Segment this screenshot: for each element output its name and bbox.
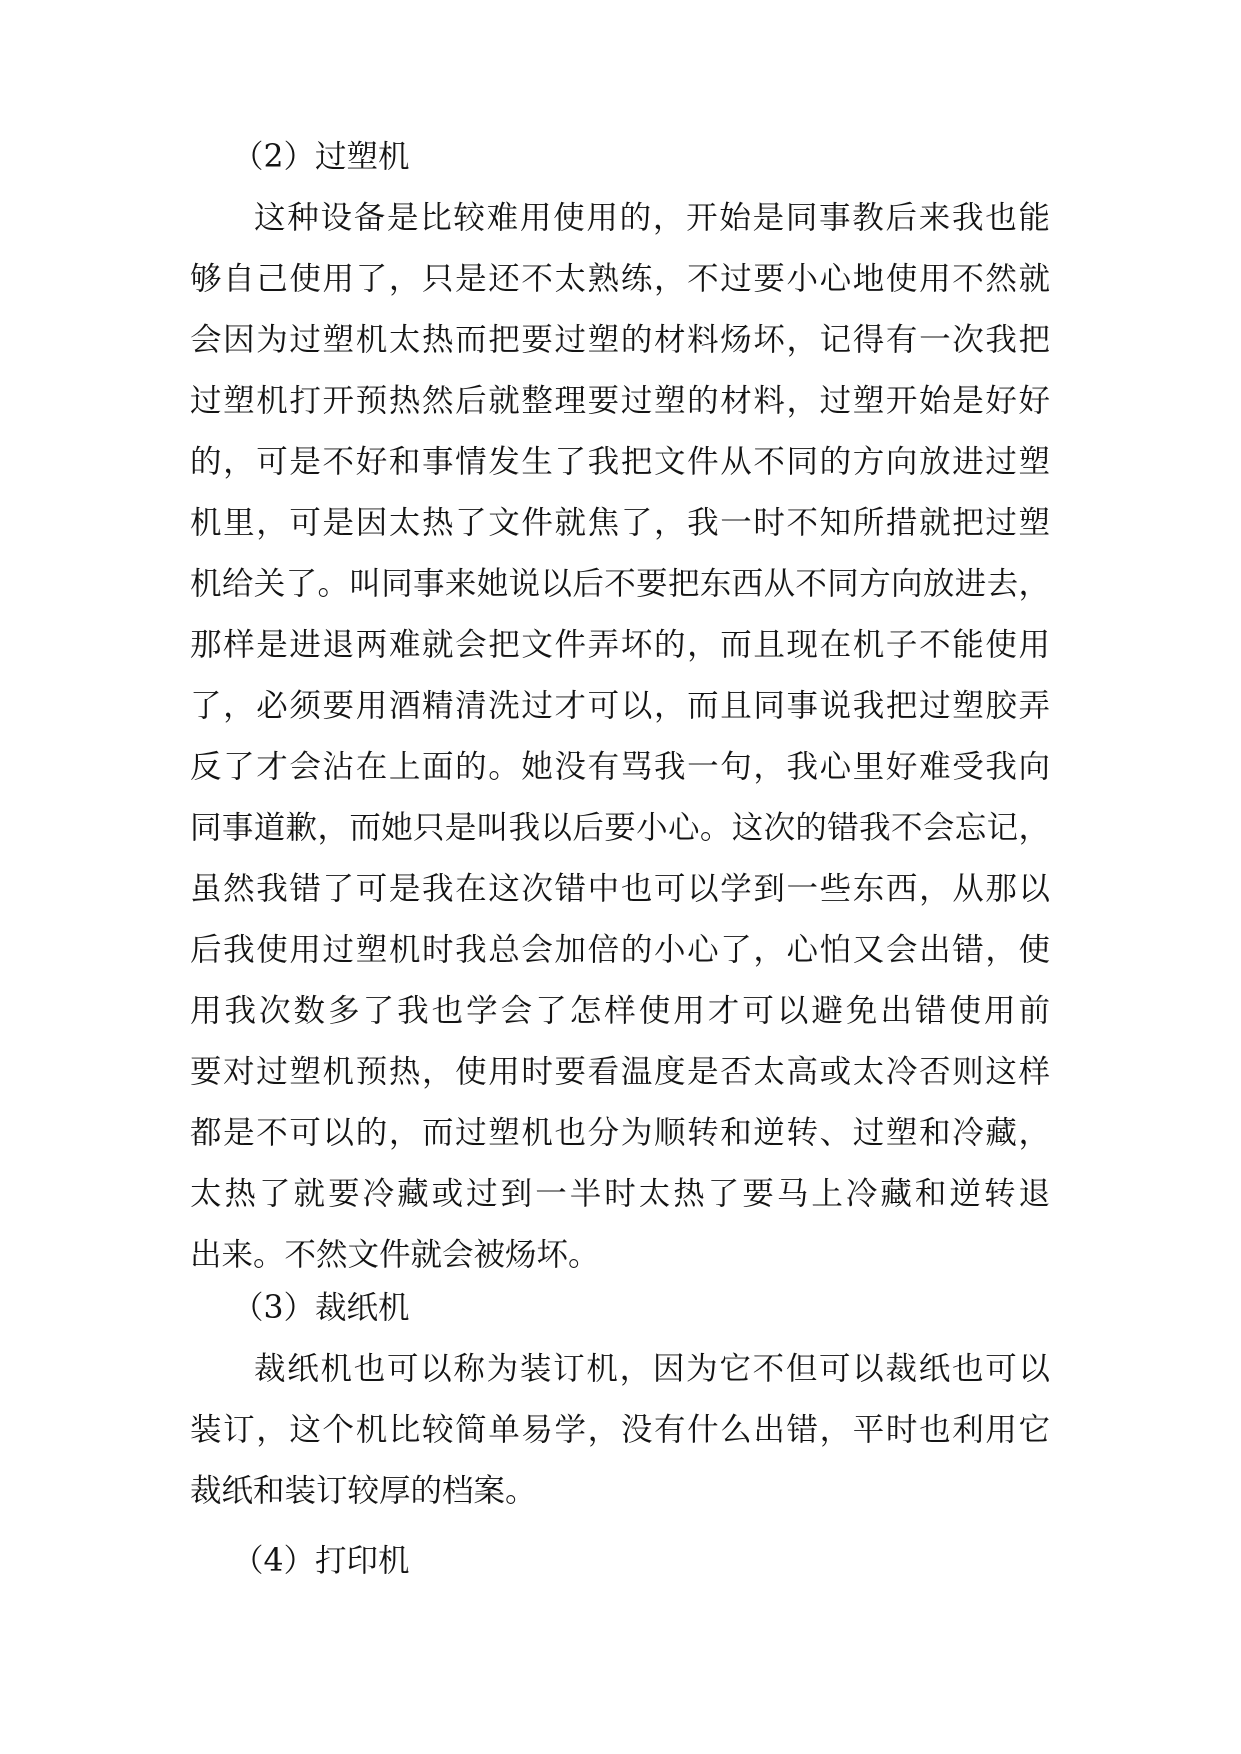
paragraph-line: 裁纸机也可以称为装订机，因为它不但可以裁纸也可以 [254, 1351, 1050, 1387]
paragraph-line: 够自己使用了，只是还不太熟练，不过要小心地使用不然就 [190, 261, 1050, 297]
paragraph-line: 同事道歉，而她只是叫我以后要小心。这次的错我不会忘记， [190, 810, 1050, 846]
paragraph-line: 过塑机打开预热然后就整理要过塑的材料，过塑开始是好好 [190, 383, 1050, 419]
paragraph-line: 都是不可以的，而过塑机也分为顺转和逆转、过塑和冷藏， [190, 1115, 1050, 1151]
paragraph-line: 机里，可是因太热了文件就焦了，我一时不知所措就把过塑 [190, 505, 1050, 541]
paragraph-line: 裁纸和装订较厚的档案。 [190, 1473, 537, 1509]
paragraph-line: 了，必须要用酒精清洗过才可以，而且同事说我把过塑胶弄 [190, 688, 1050, 724]
paragraph-line: 后我使用过塑机时我总会加倍的小心了，心怕又会出错，使 [190, 932, 1050, 968]
paragraph-line: 会因为过塑机太热而把要过塑的材料炀坏，记得有一次我把 [190, 322, 1050, 358]
paragraph-line: 那样是进退两难就会把文件弄坏的，而且现在机子不能使用 [190, 627, 1050, 663]
section-heading: （2）过塑机 [232, 139, 410, 175]
paragraph-line: 反了才会沾在上面的。她没有骂我一句，我心里好难受我向 [190, 749, 1050, 785]
paragraph-line: 的，可是不好和事情发生了我把文件从不同的方向放进过塑 [190, 444, 1050, 480]
document-body [190, 127, 1050, 1592]
paragraph-line: 太热了就要冷藏或过到一半时太热了要马上冷藏和逆转退 [190, 1176, 1050, 1212]
paragraph-line: 这种设备是比较难用使用的，开始是同事教后来我也能 [254, 200, 1050, 236]
paragraph-line: 出来。不然文件就会被炀坏。 [190, 1237, 600, 1273]
section-heading: （3）裁纸机 [232, 1290, 410, 1326]
paragraph-line: 机给关了。叫同事来她说以后不要把东西从不同方向放进去， [190, 566, 1050, 602]
section-heading: （4）打印机 [232, 1543, 410, 1579]
paragraph-line: 用我次数多了我也学会了怎样使用才可以避免出错使用前 [190, 993, 1050, 1029]
paragraph-line: 虽然我错了可是我在这次错中也可以学到一些东西，从那以 [190, 871, 1050, 907]
paragraph-line: 装订，这个机比较简单易学，没有什么出错，平时也利用它 [190, 1412, 1050, 1448]
paragraph-line: 要对过塑机预热，使用时要看温度是否太高或太冷否则这样 [190, 1054, 1050, 1090]
